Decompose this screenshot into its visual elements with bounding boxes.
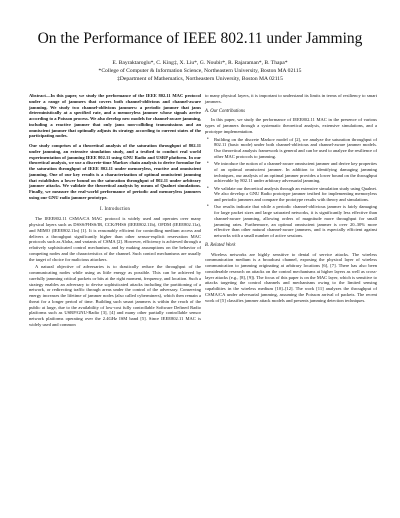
left-column	[29, 93, 201, 330]
paragraph: The IEEE802.11 CSMA/CA MAC protocol is widely used and operates over many physical layers such as DSSS/FHSS/IR, CCK/FHSS (IEEE802.11b), OFDM (IEEE802.11a), and MIMO (IEEE802.11n) [1]. It is reasonably efficient for controlling medium access and delivers a throughput significantly higher than other sensor-explicit reservation MAC protocols such as Aloha, and variants of CSMA [2]. However, efficiency is achieved through a relatively sophisticated control mechanism, and by making assumptions on the behavior of competing nodes and the characteristics of the channel. Such control mechanisms are usually the target of choice for malicious attackers.	[29, 216, 201, 262]
abstract	[29, 93, 201, 139]
list-item	[205, 204, 377, 239]
paper-title: On the Performance of IEEE 802.11 under Jamming	[37, 30, 363, 47]
author-block	[0, 59, 400, 83]
bullet-icon: •	[207, 204, 209, 210]
section-heading-introduction: I. Introduction	[99, 206, 131, 212]
contributions-body	[205, 117, 377, 134]
subsection-heading-contributions: A. Our Contributions	[205, 108, 245, 114]
affiliation-1: *College of Computer & Information Science, Northeastern University, Boston MA 02115	[98, 68, 302, 74]
paragraph: to many physical layers, it is important to understand its limits in terms of resiliency to smart jammers.	[205, 93, 377, 104]
related-work-body	[205, 252, 377, 304]
abstract-continued	[29, 143, 201, 201]
right-column	[205, 93, 377, 305]
affiliation-2: ‡Department of Mathematics, Northeastern University, Boston MA 02115	[117, 76, 283, 82]
introduction-body	[29, 216, 201, 327]
paragraph: Wireless networks are highly sensitive to denial of service attacks. The wireless communication medium is a broadcast channel, exposing the physical layer of wireless communication to jamming originating at arbitrary locations [6], [7]. There has also been considerable research on attacks on the control mechanisms at higher layers as well as cross-layer attacks (e.g., [8], [9]). The focus of this paper is on the MAC layer, which is sensitive to attacks targeting the control channels and mechanisms owing to the limited sensing capabilities in the wireless medium [10]–[12]. The work [11] analyzes the throughput of CSMA/CA under adversarial jamming, assuming the Poisson arrival of packets. The recent work of [5] classifies jammer attack models and presents jamming detection techniques.	[205, 251, 377, 303]
introduction-continued	[205, 93, 377, 105]
author-names: E. Bayraktaroglu*, C. King‡, X. Liu*, G. Noubir*, R. Rajaraman*, B. Thapa*	[112, 60, 288, 66]
bullet-icon: •	[207, 136, 209, 142]
abstract-text: Abstract—In this paper, we study the performance of the IEEE 802.11 MAC protocol under a range of jammers that covers both channel-oblivious and channel-aware jamming. We study two channel-oblivious jammers: a periodic jammer that jams deterministically at a specified rate, and a memoryless jammer whose signals arrive according to a Poisson process. We also develop new models for channel-aware jamming, including a reactive jammer that only jams non-colliding transmissions and an omniscient jammer that optimally adjusts its strategy according to current states of the participating nodes.	[29, 93, 201, 139]
list-item-text: We introduce the notion of a channel-aware omniscient jammer and derive key properties of an optimal omniscient jammer. In addition to identifying damaging jamming techniques, our analysis of an optimal jammer provides a lower bound on the throughput achievable by 802.11 under arbitrary adversarial jamming.	[214, 161, 377, 184]
contributions-list	[205, 137, 377, 239]
paragraph: In this paper, we study the performance of IEEE802.11 MAC in the presence of various types of jammers through a systematic theoretical analysis, extensive simulations, and a prototype implementation.	[205, 117, 377, 134]
list-item	[205, 137, 377, 160]
subsection-heading-related-work: B. Related Work	[205, 242, 236, 248]
list-item-text: Building on the discrete Markov model of [2], we analyze the saturation throughput of 802.11 (basic mode) under both channel-oblivious and channel-aware jammer models. Our theoretical analysis framework is general and can be used to analyze the resilience of other MAC protocols to jamming.	[214, 136, 377, 159]
bullet-icon: •	[207, 185, 209, 191]
list-item-text: Our results indicate that while a periodic channel-oblivious jammer is fairly damaging for large packet sizes and large saturated networks, it is significantly less effective than channel-aware jamming, allowing orders of magnitude more throughput for small jamming rates. Furthermore, an optimal omniscient jammer is over 20–30% more effective than other natural channel-aware jammers, and is especially efficient against networks with a small number of active sessions.	[214, 204, 377, 238]
list-item	[205, 186, 377, 203]
bullet-icon: •	[207, 161, 209, 166]
list-item-text: We validate our theoretical analysis through an extensive simulation study using Qualnet. We also develop a GNU Radio prototype jammer testbed for implementing memoryless and periodic jammers and compare the prototype results with theory and simulations.	[214, 185, 377, 202]
abstract-text-2: Our study comprises of a theoretical analysis of the saturation throughput of 802.11 under jamming, an extensive simulation study, and a testbed to conduct real world experimentation of jamming IEEE 802.11 using GNU Radio and USRP platform. In our theoretical analysis, we use a discrete-time Markov chain analysis to derive formulae for the saturation throughput of IEEE 802.11 under memoryless, reactive and omniscient jamming. One of our key results is a characterization of optimal omniscient jamming that establishes a lower bound on the saturation throughput of 802.11 under arbitrary jammer attacks. We validate the theoretical analysis by means of Qualnet simulations. Finally, we measure the real-world performance of periodic and memoryless jammers using our GNU radio jammer prototype.	[29, 143, 201, 200]
paragraph: A natural objective of adversaries is to drastically reduce the throughput of the communicating nodes while using as little energy as possible. This can be achieved by carefully jamming critical packets or bits at the right moment, frequency, and location. Such a strategy enables an adversary to devise sophisticated attacks including the partitioning of a network, or redirecting traffic through areas under the control of the adversary. Conserving energy increases the lifetime of jammer nodes (also called cyberminers), which then remain a threat for a longer period of time. Building such smart jammers is within the reach of the public at large, due to the availability of low-cost fully controllable Software Defined Radio platforms such as USRP/GNU-Radio [3], [4] and many other partially controllable sensor network platforms operating over the 2.4GHz ISM band [5]. Since IEEE802.11 MAC is widely used and common	[29, 264, 201, 327]
list-item	[205, 161, 377, 184]
